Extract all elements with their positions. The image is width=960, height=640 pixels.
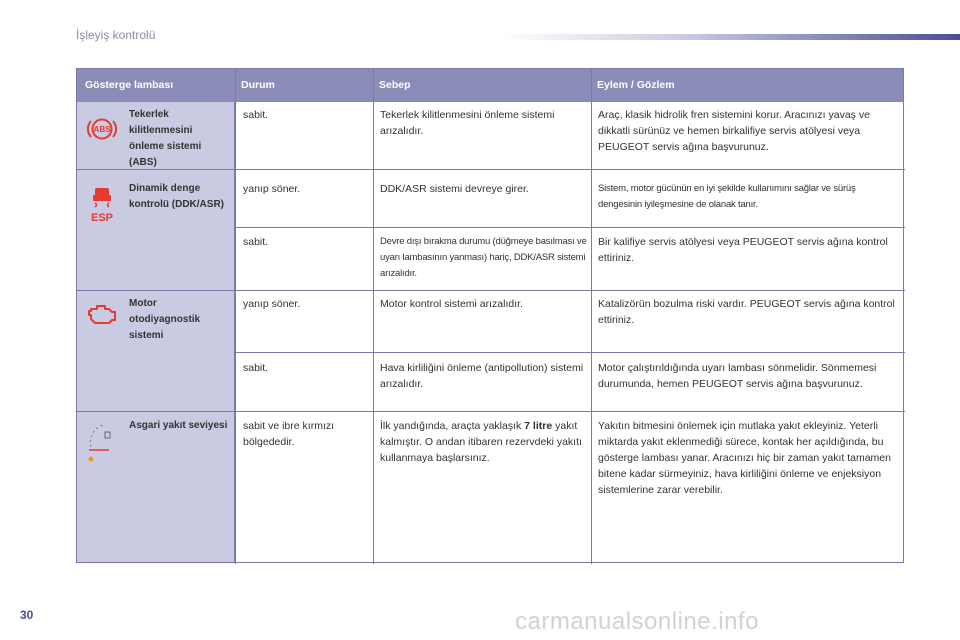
- lamp-name-abs: Tekerlek kilitlenmesini önleme sistemi (ABS): [129, 109, 202, 168]
- status-cell: sabit.: [243, 362, 269, 374]
- action-cell: Araç, klasik hidrolik fren sistemini korur. Aracınızı yavaş ve dikkatli sürünüz ve hemen birkalifiye servis atölyesi veya PEUGEOT servis ağına başvurunuz.: [598, 109, 870, 153]
- cause-cell: Hava kirliliğini önleme (antipollution) sistemi arızalıdır.: [380, 362, 584, 390]
- column-header-action: Eylem / Gözlem: [597, 79, 675, 91]
- cause-cell: Motor kontrol sistemi arızalıdır.: [380, 298, 523, 310]
- page-header-title: İşleyiş kontrolü: [76, 28, 156, 42]
- row-divider: [77, 290, 905, 291]
- row-divider: [235, 227, 905, 228]
- cause-cell: Tekerlek kilitlenmesini önleme sistemi arızalıdır.: [380, 109, 555, 137]
- action-cell: Katalizörün bozulma riski vardır. PEUGEOT servis ağına kontrol ettiriniz.: [598, 298, 895, 326]
- lamp-name-engine: Motor otodiyagnostik sistemi: [129, 298, 201, 341]
- header-rule: [500, 34, 960, 40]
- cause-text: İlk yandığında, araçta yaklaşık: [380, 420, 525, 432]
- svg-text:ESP: ESP: [90, 212, 114, 224]
- column-header-status: Durum: [241, 79, 275, 91]
- status-cell: yanıp söner.: [243, 298, 301, 310]
- lamp-name-fuel: Asgari yakıt seviyesi: [129, 420, 228, 431]
- action-cell: Motor çalıştırıldığında uyarı lambası sönmelidir. Sönmemesi durumunda, hemen PEUGEOT servis ağına başvurunuz.: [598, 362, 877, 390]
- action-cell: Yakıtın bitmesini önlemek için mutlaka yakıt ekleyiniz. Yeterli miktarda yakıt eklenmediği sürece, kontak her açıldığında, bu gösterge lambası yanar. Aracınızı hiç bir zaman yakıt tamamen bitene kadar sürmeyiniz, hava kirliliğini önleme ve enjeksiyon sistemlerine zarar verebilir.: [598, 420, 891, 496]
- row-divider: [235, 352, 905, 353]
- engine-check-icon: [77, 301, 127, 327]
- status-cell: sabit.: [243, 236, 269, 248]
- table-header: [77, 69, 903, 102]
- abs-warning-icon: [77, 115, 127, 143]
- column-header-cause: Sebep: [379, 79, 411, 91]
- row-divider: [77, 411, 905, 412]
- cause-cell: Devre dışı bırakma durumu (düğmeye basılması ve uyarı lambasının yanması) hariç, DDK/ASR sistemi arızalıdır.: [380, 236, 587, 279]
- watermark: carmanualsonline.info: [515, 608, 759, 635]
- esp-skid-icon: [77, 184, 127, 224]
- page-number: 30: [20, 608, 34, 622]
- cause-cell: [380, 418, 588, 466]
- column-header-lamp: Gösterge lambası: [85, 79, 174, 91]
- cause-cell: DDK/ASR sistemi devreye girer.: [380, 183, 529, 195]
- fuel-level-icon: [77, 421, 127, 463]
- svg-text:ABS: ABS: [93, 125, 111, 134]
- lamp-name-esp: Dinamik denge kontrolü (DDK/ASR): [129, 183, 224, 210]
- status-cell: sabit ve ibre kırmızı bölgededir.: [243, 420, 335, 448]
- column-divider: [373, 69, 374, 564]
- fuel-amount: 7 litre: [524, 420, 553, 432]
- action-cell: Sistem, motor gücünün en iyi şekilde kullanımını sağlar ve sürüş dengesinin iyileşmesine de olanak tanır.: [598, 183, 856, 210]
- column-divider: [235, 69, 236, 564]
- warning-lights-table: [76, 68, 904, 563]
- column-divider: [591, 69, 592, 564]
- status-cell: yanıp söner.: [243, 183, 301, 195]
- action-cell: Bir kalifiye servis atölyesi veya PEUGEOT servis ağına kontrol ettiriniz.: [598, 236, 888, 264]
- status-cell: sabit.: [243, 109, 269, 121]
- cause-text: yakıt kalmıştır. O andan itibaren rezervdeki yakıtı kullanmaya başlarsınız.: [380, 420, 582, 464]
